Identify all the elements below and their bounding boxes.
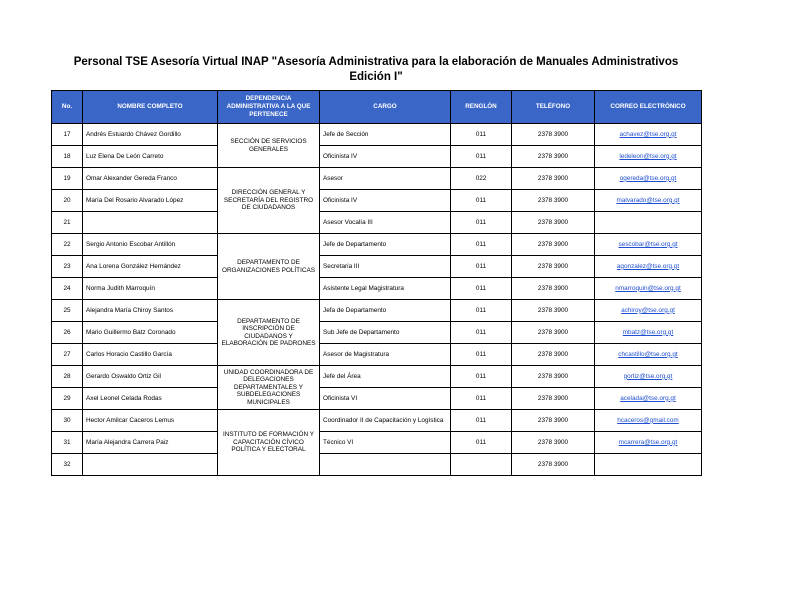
cell-nombre: Sergio Antonio Escobar Antillón xyxy=(83,234,218,256)
staff-table xyxy=(51,90,702,476)
cell-renglon: 011 xyxy=(451,146,512,168)
cell-renglon xyxy=(451,454,512,476)
cell-nombre: María Alejandra Carrera Paiz xyxy=(83,432,218,454)
header-telefono: TELÉFONO xyxy=(512,91,595,124)
cell-correo xyxy=(595,432,702,454)
cell-cargo: Secretaria III xyxy=(320,256,451,278)
cell-cargo: Oficinista VI xyxy=(320,388,451,410)
email-link[interactable]: mcarrera@tse.org.gt xyxy=(618,438,678,446)
cell-correo xyxy=(595,344,702,366)
cell-renglon: 011 xyxy=(451,432,512,454)
cell-no: 31 xyxy=(52,432,83,454)
cell-nombre: Mario Guillermo Batz Coronado xyxy=(83,322,218,344)
table-row xyxy=(52,256,702,278)
cell-telefono: 2378 3900 xyxy=(512,454,595,476)
header-cargo: CARGO xyxy=(320,91,451,124)
cell-nombre: María Del Rosario Alvarado López xyxy=(83,190,218,212)
cell-telefono: 2378 3900 xyxy=(512,322,595,344)
cell-telefono: 2378 3900 xyxy=(512,168,595,190)
cell-no: 18 xyxy=(52,146,83,168)
cell-dependencia: SECCIÓN DE SERVICIOS GENERALES xyxy=(218,124,320,168)
table-row xyxy=(52,234,702,256)
cell-nombre: Hector Amilcar Caceros Lemus xyxy=(83,410,218,432)
cell-correo xyxy=(595,124,702,146)
cell-nombre: Carlos Horacio Castillo García xyxy=(83,344,218,366)
cell-correo xyxy=(595,256,702,278)
cell-renglon: 011 xyxy=(451,322,512,344)
cell-nombre: Ana Lorena González Hernández xyxy=(83,256,218,278)
cell-renglon: 011 xyxy=(451,212,512,234)
table-row xyxy=(52,432,702,454)
table-row xyxy=(52,322,702,344)
header-renglon: RENGLÓN xyxy=(451,91,512,124)
cell-dependencia: DEPARTAMENTO DE INSCRIPCIÓN DE CIUDADANOS Y ELABORACIÓN DE PADRONES xyxy=(218,300,320,366)
cell-correo xyxy=(595,212,702,234)
cell-telefono: 2378 3900 xyxy=(512,256,595,278)
table-row xyxy=(52,344,702,366)
cell-nombre: Andrés Estuardo Chávez Gordillo xyxy=(83,124,218,146)
cell-cargo xyxy=(320,454,451,476)
cell-nombre: Omar Alexander Gereda Franco xyxy=(83,168,218,190)
title-line-2: Edición I" xyxy=(349,71,403,83)
email-link[interactable]: ogereda@tse.org.gt xyxy=(619,174,677,182)
table-header-row xyxy=(52,91,702,124)
cell-correo xyxy=(595,300,702,322)
cell-nombre: Gerardo Oswaldo Ortiz Gil xyxy=(83,366,218,388)
cell-correo xyxy=(595,388,702,410)
cell-renglon: 011 xyxy=(451,278,512,300)
cell-no: 17 xyxy=(52,124,83,146)
table-row xyxy=(52,366,702,388)
cell-telefono: 2378 3900 xyxy=(512,278,595,300)
cell-renglon: 011 xyxy=(451,190,512,212)
table-row xyxy=(52,388,702,410)
cell-dependencia: DIRECCIÓN GENERAL Y SECRETARÍA DEL REGISTRO DE CIUDADANOS xyxy=(218,168,320,234)
page-title xyxy=(50,55,702,85)
cell-telefono: 2378 3900 xyxy=(512,388,595,410)
email-link[interactable]: gortiz@tse.org.gt xyxy=(623,372,673,380)
cell-telefono: 2378 3900 xyxy=(512,190,595,212)
cell-correo xyxy=(595,322,702,344)
table-row xyxy=(52,190,702,212)
cell-no: 29 xyxy=(52,388,83,410)
cell-no: 23 xyxy=(52,256,83,278)
cell-telefono: 2378 3900 xyxy=(512,234,595,256)
title-line-1: Personal TSE Asesoría Virtual INAP "Asesoría Administrativa para la elaboración de Manuales Administrativos xyxy=(73,56,679,68)
cell-renglon: 022 xyxy=(451,168,512,190)
email-link[interactable]: achavez@tse.org.gt xyxy=(619,130,677,138)
cell-cargo: Jefe del Área xyxy=(320,366,451,388)
email-link[interactable]: nmarroquin@tse.org.gt xyxy=(615,284,681,292)
cell-cargo: Asistente Legal Magistratura xyxy=(320,278,451,300)
cell-cargo: Jefe de Sección xyxy=(320,124,451,146)
cell-renglon: 011 xyxy=(451,410,512,432)
header-no: No. xyxy=(52,91,83,124)
cell-cargo: Sub Jefe de Departamento xyxy=(320,322,451,344)
table-row xyxy=(52,168,702,190)
cell-correo xyxy=(595,366,702,388)
cell-no: 21 xyxy=(52,212,83,234)
cell-nombre xyxy=(83,212,218,234)
cell-renglon: 011 xyxy=(451,344,512,366)
header-dependencia: DEPENDENCIA ADMINISTRATIVA A LA QUE PERTENECE xyxy=(218,91,320,124)
cell-cargo: Jefa de Departamento xyxy=(320,300,451,322)
cell-correo xyxy=(595,190,702,212)
cell-cargo: Jefe de Departamento xyxy=(320,234,451,256)
cell-renglon: 011 xyxy=(451,300,512,322)
cell-telefono: 2378 3900 xyxy=(512,432,595,454)
cell-no: 22 xyxy=(52,234,83,256)
email-link[interactable]: ledeleon@tse.org.gt xyxy=(619,152,677,160)
cell-no: 28 xyxy=(52,366,83,388)
cell-cargo: Oficinista IV xyxy=(320,146,451,168)
cell-renglon: 011 xyxy=(451,256,512,278)
email-link[interactable]: malvarado@tse.org.gt xyxy=(616,196,680,204)
table-row xyxy=(52,146,702,168)
cell-correo xyxy=(595,146,702,168)
cell-nombre xyxy=(83,454,218,476)
cell-cargo: Técnico VI xyxy=(320,432,451,454)
cell-correo xyxy=(595,168,702,190)
cell-nombre: Norma Judith Marroquín xyxy=(83,278,218,300)
cell-renglon: 011 xyxy=(451,234,512,256)
header-correo: CORREO ELECTRÓNICO xyxy=(595,91,702,124)
table-row xyxy=(52,212,702,234)
email-link[interactable]: achiroy@tse.org.gt xyxy=(621,306,675,314)
cell-telefono: 2378 3900 xyxy=(512,146,595,168)
cell-correo xyxy=(595,278,702,300)
cell-no: 20 xyxy=(52,190,83,212)
cell-cargo: Coordinador II de Capacitación y Logística xyxy=(320,410,451,432)
cell-dependencia: UNIDAD COORDINADORA DE DELEGACIONES DEPARTAMENTALES Y SUBDELEGACIONES MUNICIPALES xyxy=(218,366,320,410)
email-link[interactable]: agonzalez@tse.org.gt xyxy=(616,262,680,270)
table-row xyxy=(52,410,702,432)
cell-telefono: 2378 3900 xyxy=(512,300,595,322)
table-row xyxy=(52,454,702,476)
cell-no: 27 xyxy=(52,344,83,366)
cell-nombre: Luz Elena De León Carreto xyxy=(83,146,218,168)
cell-nombre: Axel Leonel Celada Rodas xyxy=(83,388,218,410)
cell-no: 24 xyxy=(52,278,83,300)
cell-correo xyxy=(595,454,702,476)
cell-telefono: 2378 3900 xyxy=(512,366,595,388)
email-link[interactable]: chcastillo@tse.org.gt xyxy=(618,350,678,358)
cell-correo xyxy=(595,234,702,256)
email-link[interactable]: sescobar@tse.org.gt xyxy=(618,240,678,248)
cell-telefono: 2378 3900 xyxy=(512,212,595,234)
cell-renglon: 011 xyxy=(451,366,512,388)
cell-correo xyxy=(595,410,702,432)
cell-renglon: 011 xyxy=(451,388,512,410)
cell-no: 32 xyxy=(52,454,83,476)
cell-renglon: 011 xyxy=(451,124,512,146)
cell-no: 26 xyxy=(52,322,83,344)
cell-telefono: 2378 3900 xyxy=(512,124,595,146)
cell-nombre: Alejandra María Chiroy Santos xyxy=(83,300,218,322)
table-row xyxy=(52,300,702,322)
cell-cargo: Oficinista IV xyxy=(320,190,451,212)
cell-no: 30 xyxy=(52,410,83,432)
cell-cargo: Asesor de Magistratura xyxy=(320,344,451,366)
cell-no: 25 xyxy=(52,300,83,322)
cell-telefono: 2378 3900 xyxy=(512,410,595,432)
header-nombre: NOMBRE COMPLETO xyxy=(83,91,218,124)
table-row xyxy=(52,278,702,300)
cell-no: 19 xyxy=(52,168,83,190)
table-row xyxy=(52,124,702,146)
email-link[interactable]: hcaceros@gmail.com xyxy=(617,416,679,424)
cell-dependencia: INSTITUTO DE FORMACIÓN Y CAPACITACIÓN CÍVICO POLÍTICA Y ELECTORAL xyxy=(218,410,320,476)
email-link[interactable]: acelada@tse.org.gt xyxy=(620,394,676,402)
cell-telefono: 2378 3900 xyxy=(512,344,595,366)
email-link[interactable]: mbatz@tse.org.gt xyxy=(622,328,674,336)
cell-cargo: Asesor xyxy=(320,168,451,190)
cell-cargo: Asesor Vocalía III xyxy=(320,212,451,234)
cell-dependencia: DEPARTAMENTO DE ORGANIZACIONES POLÍTICAS xyxy=(218,234,320,300)
